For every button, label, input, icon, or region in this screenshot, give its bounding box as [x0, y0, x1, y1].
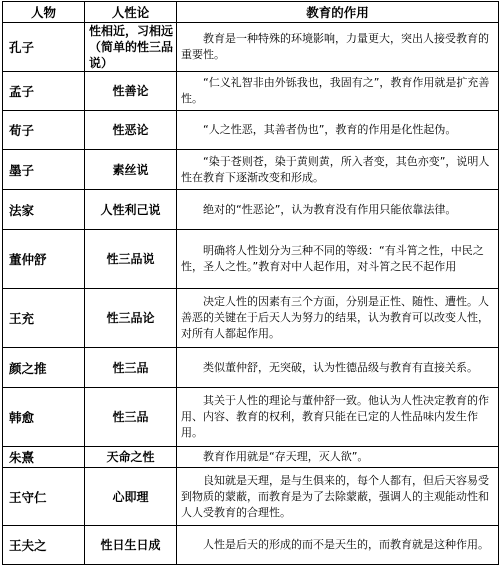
effect-text: 教育作用就是“存天理，灭人欲”。 [203, 450, 369, 463]
effect-cell [177, 526, 499, 565]
theory-cell: 素丝说 [85, 150, 177, 190]
header-theory: 人性论 [85, 2, 177, 23]
theory-cell: 性三品说 [85, 230, 177, 289]
effect-cell [177, 388, 499, 447]
theory-cell: 性善论 [85, 72, 177, 111]
theory-cell: 心即理 [85, 468, 177, 526]
effect-text: 人性是后天的形成的而不是天生的，而教育就是这种作用。 [203, 538, 489, 551]
effect-cell [177, 72, 499, 111]
person-cell: 董仲舒 [3, 230, 85, 289]
theory-cell: 性日生日成 [85, 526, 177, 565]
header-person: 人物 [3, 2, 85, 23]
theory-cell: 性三品 [85, 348, 177, 388]
theory-cell: 天命之性 [85, 447, 177, 468]
table-row [3, 468, 499, 526]
table-row [3, 23, 499, 72]
effect-cell [177, 23, 499, 72]
effect-text: 其关于人性的理论与董仲舒一致。他认为人性决定教育的作用、内容、教育的权利，教育只能在已定的人性品味内发生作用。 [181, 394, 489, 439]
effect-cell [177, 468, 499, 526]
person-cell: 王夫之 [3, 526, 85, 565]
effect-cell [177, 111, 499, 150]
effect-text: 绝对的“性恶论”，认为教育没有作用只能依靠法律。 [203, 202, 457, 216]
theory-cell: 性相近，习相远（简单的性三品说） [85, 23, 177, 72]
person-cell: 孔子 [3, 23, 85, 72]
effect-text: “人之性恶，其善者伪也”，教育的作用是化性起伪。 [203, 123, 457, 136]
table-row [3, 190, 499, 230]
table-row [3, 289, 499, 348]
person-cell: 王充 [3, 289, 85, 348]
person-cell: 荀子 [3, 111, 85, 150]
effect-cell [177, 230, 499, 289]
table-row [3, 388, 499, 447]
table-row [3, 447, 499, 468]
theory-cell: 性三品论 [85, 289, 177, 348]
effect-text: 良知就是天理，是与生俱来的，每个人都有，但后天容易受到物质的蒙蔽，而教育是为了去除蒙蔽，强调人的主观能动性和人人受教育的合理性。 [181, 473, 489, 519]
table-row [3, 526, 499, 565]
theory-cell: 性恶论 [85, 111, 177, 150]
effect-text: 决定人性的因素有三个方面，分别是正性、随性、遭性。人善恶的关键在于后天人为努力的结果，认为教育可以改变人性，对所有人都起作用。 [181, 295, 489, 340]
header-effect: 教育的作用 [177, 2, 499, 23]
effect-text: “染于苍则苍，染于黄则黄，所入者变，其色亦变”，说明人性在教育下逐渐改变和形成。 [181, 154, 490, 184]
person-cell: 朱熹 [3, 447, 85, 468]
table-row [3, 348, 499, 388]
effect-text: 明确将人性划分为三种不同的等级：“有斗筲之性，中民之性，圣人之性。”教育对中人起作用，对斗筲之民不起作用 [181, 244, 484, 273]
effect-text: “仁义礼智非由外铄我也，我固有之”，教育作用就是扩充善性。 [181, 76, 490, 105]
effect-text: 教育是一种特殊的环境影响，力量更大，突出人接受教育的重要性。 [181, 32, 489, 61]
effect-cell [177, 348, 499, 388]
table-row [3, 150, 499, 190]
person-cell: 墨子 [3, 150, 85, 190]
table-row [3, 72, 499, 111]
effect-cell [177, 447, 499, 468]
person-cell: 法家 [3, 190, 85, 230]
person-cell: 颜之推 [3, 348, 85, 388]
effect-text: 类似董仲舒，无突破，认为性德品级与教育有直接关系。 [203, 360, 478, 374]
table-row [3, 230, 499, 289]
theory-cell: 性三品 [85, 388, 177, 447]
table-row [3, 111, 499, 150]
person-cell: 韩愈 [3, 388, 85, 447]
header-row [3, 2, 499, 23]
effect-cell [177, 289, 499, 348]
person-cell: 王守仁 [3, 468, 85, 526]
person-cell: 孟子 [3, 72, 85, 111]
effect-cell [177, 190, 499, 230]
effect-cell [177, 150, 499, 190]
education-theory-table [2, 1, 499, 565]
theory-cell: 人性利己说 [85, 190, 177, 230]
